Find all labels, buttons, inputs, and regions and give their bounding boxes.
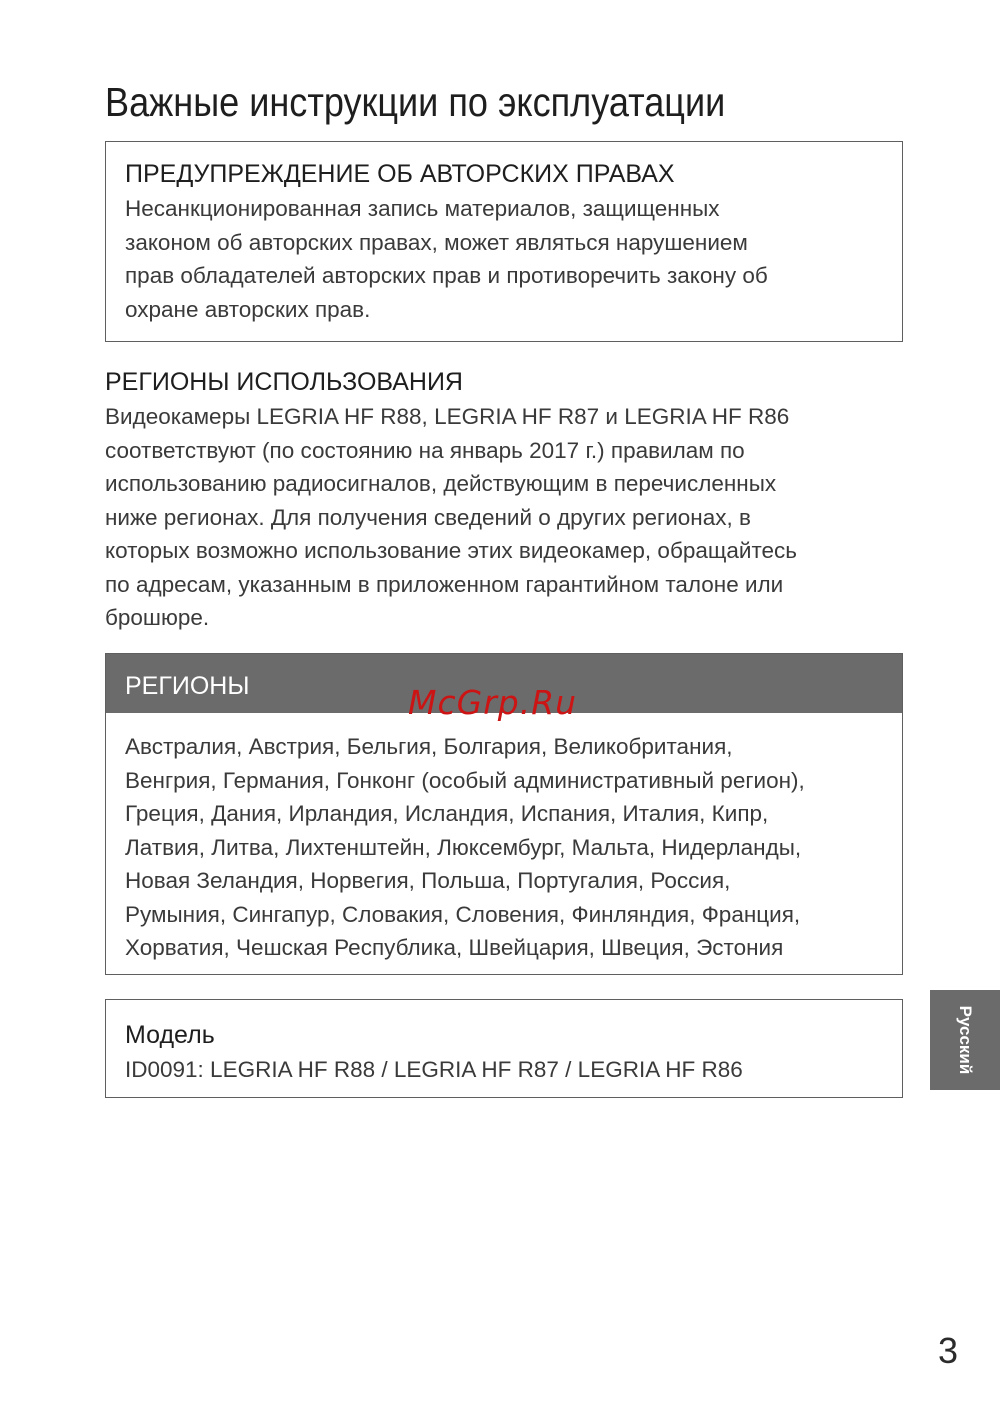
usage-line: использованию радиосигналов, действующим в перечисленных	[105, 471, 777, 496]
regions-line: Новая Зеландия, Норвегия, Польша, Португалия, Россия,	[125, 868, 731, 893]
usage-line: ниже регионах. Для получения сведений о других регионах, в	[105, 504, 751, 530]
watermark: McGrp.Ru	[408, 683, 578, 722]
usage-line: Видеокамеры LEGRIA HF R88, LEGRIA HF R87 и LEGRIA HF R86	[105, 404, 790, 429]
usage-line: брошюре.	[105, 605, 210, 630]
regions-heading: РЕГИОНЫ	[106, 654, 902, 713]
regions-line: Латвия, Литва, Лихтенштейн, Люксембург, Мальта, Нидерланды,	[125, 834, 802, 860]
usage-line: соответствуют (по состоянию на январь 2017 г.) правилам по	[105, 437, 745, 463]
model-box	[105, 999, 903, 1098]
regions-line: Венгрия, Германия, Гонконг (особый административный регион),	[125, 767, 805, 793]
language-tab	[930, 990, 1000, 1090]
usage-line: по адресам, указанным в приложенном гарантийном талоне или	[105, 571, 784, 597]
copyright-text	[125, 192, 884, 326]
copyright-line: законом об авторских правах, может являться нарушением	[125, 229, 748, 255]
regions-line: Румыния, Сингапур, Словакия, Словения, Финляндия, Франция,	[125, 901, 801, 927]
usage-line: которых возможно использование этих видеокамер, обращайтесь	[105, 538, 797, 563]
page-title: Важные инструкции по эксплуатации	[105, 79, 726, 125]
copyright-line: прав обладателей авторских прав и противоречить закону об	[125, 263, 768, 288]
language-tab-label: Русский	[956, 1005, 975, 1075]
copyright-line: охране авторских прав.	[125, 296, 371, 322]
usage-heading: РЕГИОНЫ ИСПОЛЬЗОВАНИЯ	[105, 368, 463, 396]
model-line: ID0091: LEGRIA HF R88 / LEGRIA HF R87 / LEGRIA HF R86	[125, 1057, 743, 1082]
page-number: 3	[938, 1330, 959, 1371]
usage-text	[105, 400, 905, 635]
regions-list	[106, 713, 902, 965]
copyright-heading: ПРЕДУПРЕЖДЕНИЕ ОБ АВТОРСКИХ ПРАВАХ	[125, 160, 675, 188]
regions-line: Хорватия, Чешская Республика, Швейцария, Швеция, Эстония	[125, 935, 784, 960]
model-heading: Модель	[125, 1021, 215, 1049]
usage-regions-section	[105, 364, 905, 635]
copyright-line: Несанкционированная запись материалов, защищенных	[125, 196, 720, 221]
regions-line: Австралия, Австрия, Бельгия, Болгария, Великобритания,	[125, 734, 733, 759]
model-text	[125, 1053, 884, 1087]
copyright-warning-box	[105, 141, 903, 342]
regions-line: Греция, Дания, Ирландия, Исландия, Испания, Италия, Кипр,	[125, 801, 769, 826]
